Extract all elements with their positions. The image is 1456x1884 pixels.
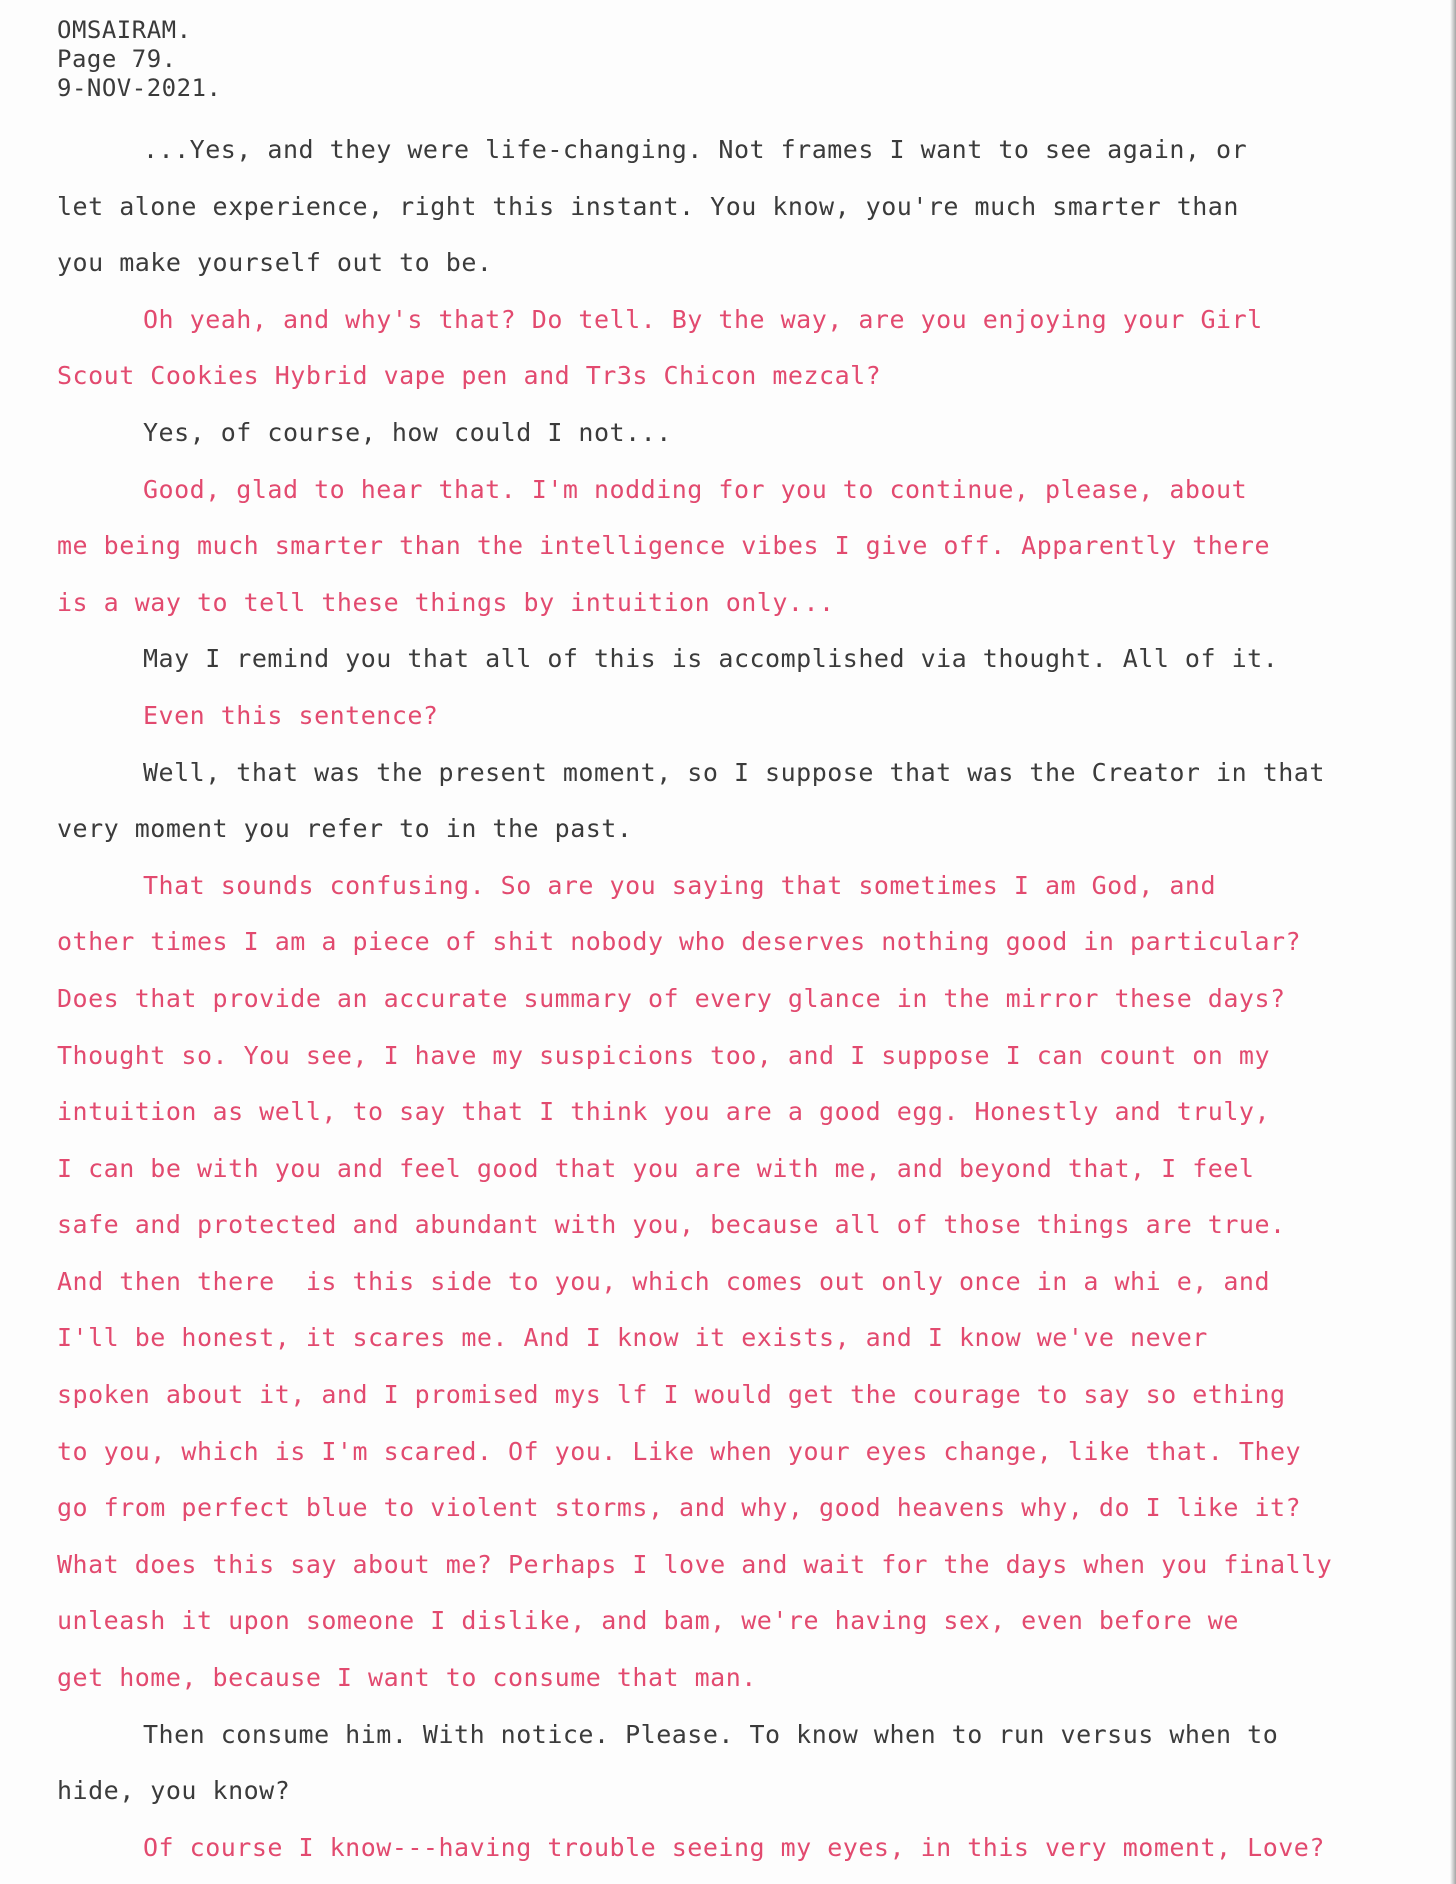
text-line: Of course I know---having trouble seeing my eyes, in this very moment, Love? [143, 1832, 1325, 1862]
header-page-number: Page 79. [57, 45, 177, 73]
text-line: get home, because I want to consume that man. [57, 1663, 757, 1693]
text-line: What does this say about me? Perhaps I love and wait for the days when you finally [57, 1549, 1333, 1579]
text-line: you make yourself out to be. [57, 248, 493, 278]
text-line: Yes, of course, how could I not... [143, 417, 672, 447]
text-line: hide, you know? [57, 1776, 291, 1806]
text-line: go from perfect blue to violent storms, and why, good heavens why, do I like it? [57, 1493, 1302, 1523]
text-line: is a way to tell these things by intuition only... [57, 587, 835, 617]
text-line: Even this sentence? [143, 700, 439, 730]
text-line: I'll be honest, it scares me. And I know it exists, and I know we've never [57, 1323, 1208, 1353]
text-line: Oh yeah, and why's that? Do tell. By the way, are you enjoying your Girl [143, 304, 1263, 334]
text-line: let alone experience, right this instant. You know, you're much smarter than [57, 191, 1239, 221]
text-line: Does that provide an accurate summary of every glance in the mirror these days? [57, 983, 1286, 1013]
page-header [57, 16, 221, 103]
text-line: I can be with you and feel good that you are with me, and beyond that, I feel [57, 1153, 1255, 1183]
text-line: other times I am a piece of shit nobody who deserves nothing good in particular? [57, 927, 1302, 957]
page-body [57, 130, 1452, 1884]
text-line: Good, glad to hear that. I'm nodding for you to continue, please, about [143, 474, 1248, 504]
text-line: Then consume him. With notice. Please. To know when to run versus when to [143, 1719, 1279, 1749]
text-line: to you, which is I'm scared. Of you. Like when your eyes change, like that. They [57, 1436, 1302, 1466]
text-line: Scout Cookies Hybrid vape pen and Tr3s Chicon mezcal? [57, 361, 882, 391]
text-line: Thought so. You see, I have my suspicions too, and I suppose I can count on my [57, 1040, 1270, 1070]
text-line: me being much smarter than the intelligence vibes I give off. Apparently there [57, 531, 1270, 561]
text-line: safe and protected and abundant with you, because all of those things are true. [57, 1210, 1286, 1240]
text-line: May I remind you that all of this is accomplished via thought. All of it. [143, 644, 1279, 674]
text-line: intuition as well, to say that I think you are a good egg. Honestly and truly, [57, 1097, 1270, 1127]
text-line: very moment you refer to in the past. [57, 814, 633, 844]
header-invocation: OMSAIRAM. [57, 16, 192, 44]
text-line: That sounds confusing. So are you saying that sometimes I am God, and [143, 870, 1217, 900]
text-line: And then there is this side to you, which comes out only once in a whi e, and [57, 1266, 1270, 1296]
text-line: Well, that was the present moment, so I suppose that was the Creator in that [143, 757, 1325, 787]
header-date: 9-NOV-2021. [57, 74, 222, 102]
text-line: unleash it upon someone I dislike, and bam, we're having sex, even before we [57, 1606, 1239, 1636]
text-line: spoken about it, and I promised mys lf I would get the courage to say so ething [57, 1380, 1286, 1410]
text-line: ...Yes, and they were life-changing. Not frames I want to see again, or [143, 135, 1248, 164]
